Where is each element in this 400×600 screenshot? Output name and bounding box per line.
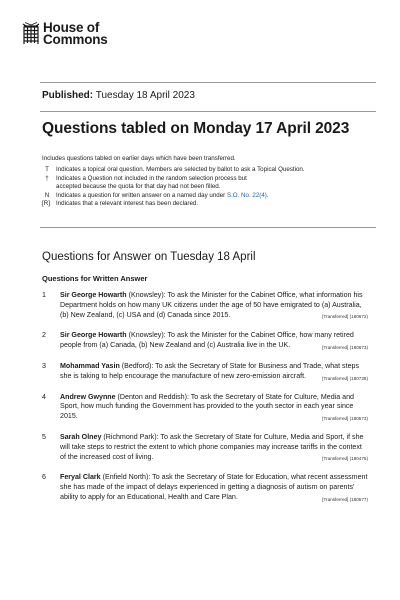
member-name: Andrew Gwynne	[60, 392, 116, 401]
legend-text: accepted because the quota for that day had not been filled.	[56, 183, 221, 191]
house-of-commons-logo	[22, 22, 108, 46]
logo-line-1: House of	[43, 20, 100, 35]
question-item	[42, 393, 368, 422]
question-number: 4	[42, 392, 46, 401]
published-label: Published:	[42, 90, 94, 101]
question-body	[60, 362, 368, 382]
question-reference: [Transferred] (180736)	[322, 375, 368, 381]
published-date: Tuesday 18 April 2023	[95, 90, 195, 101]
legend-text: Indicates a Question not included in the random selection process but	[56, 174, 247, 182]
logo-wordmark	[43, 22, 108, 46]
question-body	[60, 433, 368, 462]
legend-item-relevant-interest	[42, 200, 362, 209]
questions-list	[42, 291, 368, 514]
question-item	[42, 433, 368, 462]
legend-symbol: N	[44, 191, 50, 199]
question-reference: [Transferred] (180673)	[322, 344, 368, 350]
standing-order-link[interactable]: S.O. No. 22(4)	[226, 191, 267, 199]
intro-text: Includes questions tabled on earlier days which have been transferred.	[42, 155, 236, 162]
question-text: To ask the Secretary of State for Culture, Media and Sport, if she will take steps to restrict the extent to which phone companies may increase tariffs in the context of the increased cost of living.	[60, 432, 364, 461]
legend-item-dagger	[42, 175, 362, 184]
question-number: 5	[42, 432, 46, 441]
constituency: (Enfield North):	[100, 473, 153, 482]
member-name: Sir George Howarth	[60, 331, 127, 340]
legend-item-topical	[42, 166, 362, 175]
legend-text-part: Indicates a question for written answer on a named day under	[56, 191, 227, 199]
constituency: (Denton and Reddish):	[115, 392, 191, 401]
constituency: (Bedford):	[119, 361, 156, 370]
member-name: Sarah Olney	[60, 432, 102, 441]
question-reference: [Transferred] (180577)	[322, 496, 368, 502]
question-text: To ask the Secretary of State for Business and Trade, what steps she is taking to help encourage the manufacture of new zero-emission aircraft.	[60, 361, 360, 380]
divider	[40, 227, 376, 228]
published-line	[42, 90, 195, 101]
constituency: (Richmond Park):	[101, 432, 161, 441]
question-number: 3	[42, 361, 46, 370]
legend-symbol: T	[45, 166, 49, 173]
question-text: To ask the Secretary of State for Education, what recent assessment she has made of the impact of delays experienced in getting a diagnosis of autism on parents' ability to apply for an Educational, Health and Care Plan.	[60, 473, 368, 501]
constituency: (Knowsley):	[126, 331, 168, 340]
legend-symbol: †	[45, 174, 49, 182]
page-title: Questions tabled on Monday 17 April 2023	[42, 120, 350, 137]
question-text: To ask the Secretary of State for Culture, Media and Sport, how much funding the Government has provided to the youth sector in each year since 2015.	[60, 392, 355, 421]
logo-line-2: Commons	[43, 32, 108, 47]
question-item	[42, 291, 368, 320]
question-body	[60, 473, 368, 502]
legend-text: Indicates a topical oral question. Members are selected by ballot to ask a Topical Question.	[56, 166, 305, 173]
question-item	[42, 331, 368, 351]
question-number: 1	[42, 291, 46, 299]
divider	[40, 82, 376, 83]
divider	[40, 111, 376, 112]
question-body	[60, 331, 368, 351]
member-name: Mohammad Yasin	[60, 361, 120, 370]
member-name: Feryal Clark	[60, 473, 101, 482]
question-text: To ask the Minister for the Cabinet Office, how many retired people from (a) Canada, (b) New Zealand and (c) Australia live in the UK.	[60, 331, 354, 350]
question-body	[60, 393, 368, 422]
section-title: Questions for Answer on Tuesday 18 April	[42, 251, 256, 263]
question-reference: [Transferred] (180573)	[322, 415, 368, 421]
question-body	[60, 291, 368, 320]
symbol-legend	[42, 166, 362, 209]
question-number: 6	[42, 473, 46, 482]
legend-text-suffix: .	[266, 191, 269, 199]
question-item	[42, 362, 368, 382]
legend-text	[56, 192, 269, 201]
question-reference: [Transferred] (180475)	[322, 456, 368, 462]
legend-item-dagger-cont	[42, 183, 362, 192]
legend-symbol: [R]	[42, 200, 50, 208]
constituency: (Knowsley):	[126, 291, 168, 299]
question-text: To ask the Minister for the Cabinet Office, what information his Department holds on how many UK citizens under the age of 50 have emigrated to (a) Australia, (b) New Zealand, (c) USA and (d) Canada since 2015.	[60, 291, 363, 319]
question-reference: [Transferred] (180672)	[322, 314, 368, 320]
legend-text: Indicates that a relevant interest has been declared.	[56, 200, 199, 208]
sub-title: Questions for Written Answer	[42, 274, 148, 283]
portcullis-icon	[22, 22, 40, 46]
question-item	[42, 473, 368, 502]
question-number: 2	[42, 331, 46, 340]
legend-item-named-day	[42, 192, 362, 201]
member-name: Sir George Howarth	[60, 291, 127, 299]
